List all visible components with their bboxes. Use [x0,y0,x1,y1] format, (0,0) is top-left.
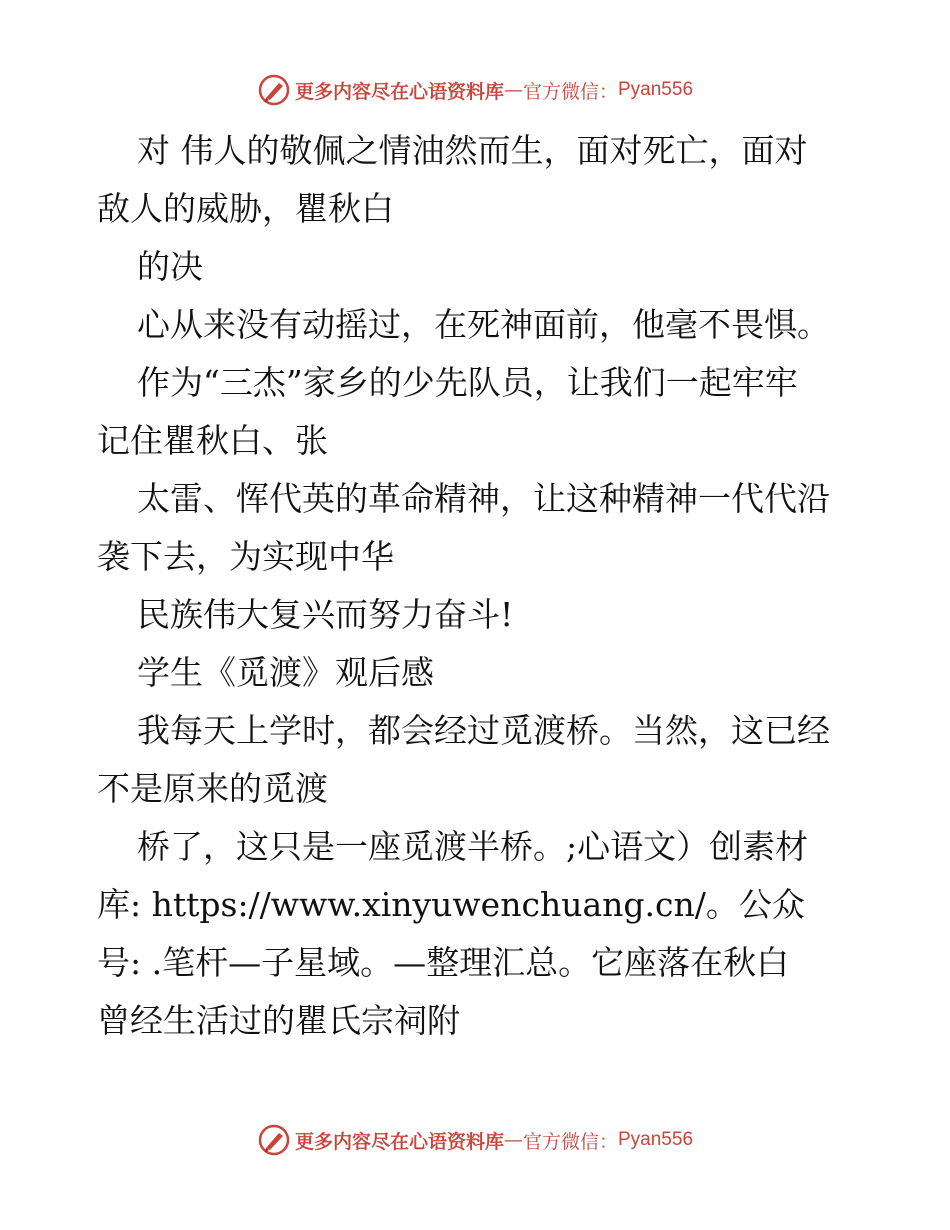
header-wechat-label: 官方微信： [522,80,618,103]
pen-logo-icon [257,1123,291,1157]
header-site-text: 更多内容尽在心语资料库 [294,80,504,103]
body-line: 不是原来的觅渡 [97,769,328,808]
footer-site-text: 更多内容尽在心语资料库 [294,1130,504,1153]
footer-dash: — [503,1129,523,1151]
body-line: 号: .笔杆—子星域。—整理汇总。它座落在秋白 [97,943,790,982]
body-line: 心从来没有动摇过，在死神面前，他毫不畏惧。 [137,305,830,344]
body-line: 作为“三杰”家乡的少先队员，让我们一起牢牢 [137,363,798,402]
pen-logo-icon [257,73,291,107]
body-line: 袭下去，为实现中华 [97,537,394,576]
header-banner [0,70,950,110]
header-wechat-handle: Pyan556 [618,79,694,100]
body-line: 学生《觅渡》观后感 [137,653,434,692]
body-line: 的决 [137,247,203,286]
body-line: 库: https://www.xinyuwenchuang.cn/。公众 [97,885,805,924]
document-body [97,122,877,1050]
footer-wechat-handle: Pyan556 [618,1129,694,1150]
footer-banner [0,1120,950,1160]
body-line: 曾经生活过的瞿氏宗祠附 [97,1001,460,1040]
body-line: 对 伟人的敬佩之情油然而生，面对死亡，面对 [137,131,808,170]
body-line: 我每天上学时，都会经过觅渡桥。当然，这已经 [137,711,830,750]
header-dash: — [503,79,523,101]
body-line: 敌人的威胁，瞿秋白 [97,189,394,228]
body-line: 太雷、恽代英的革命精神，让这种精神一代代沿 [137,479,830,518]
body-line: 桥了，这只是一座觅渡半桥。;心语文）创素材 [137,827,809,866]
body-line: 民族伟大复兴而努力奋斗! [137,595,514,634]
body-line: 记住瞿秋白、张 [97,421,328,460]
footer-wechat-label: 官方微信： [522,1130,618,1153]
